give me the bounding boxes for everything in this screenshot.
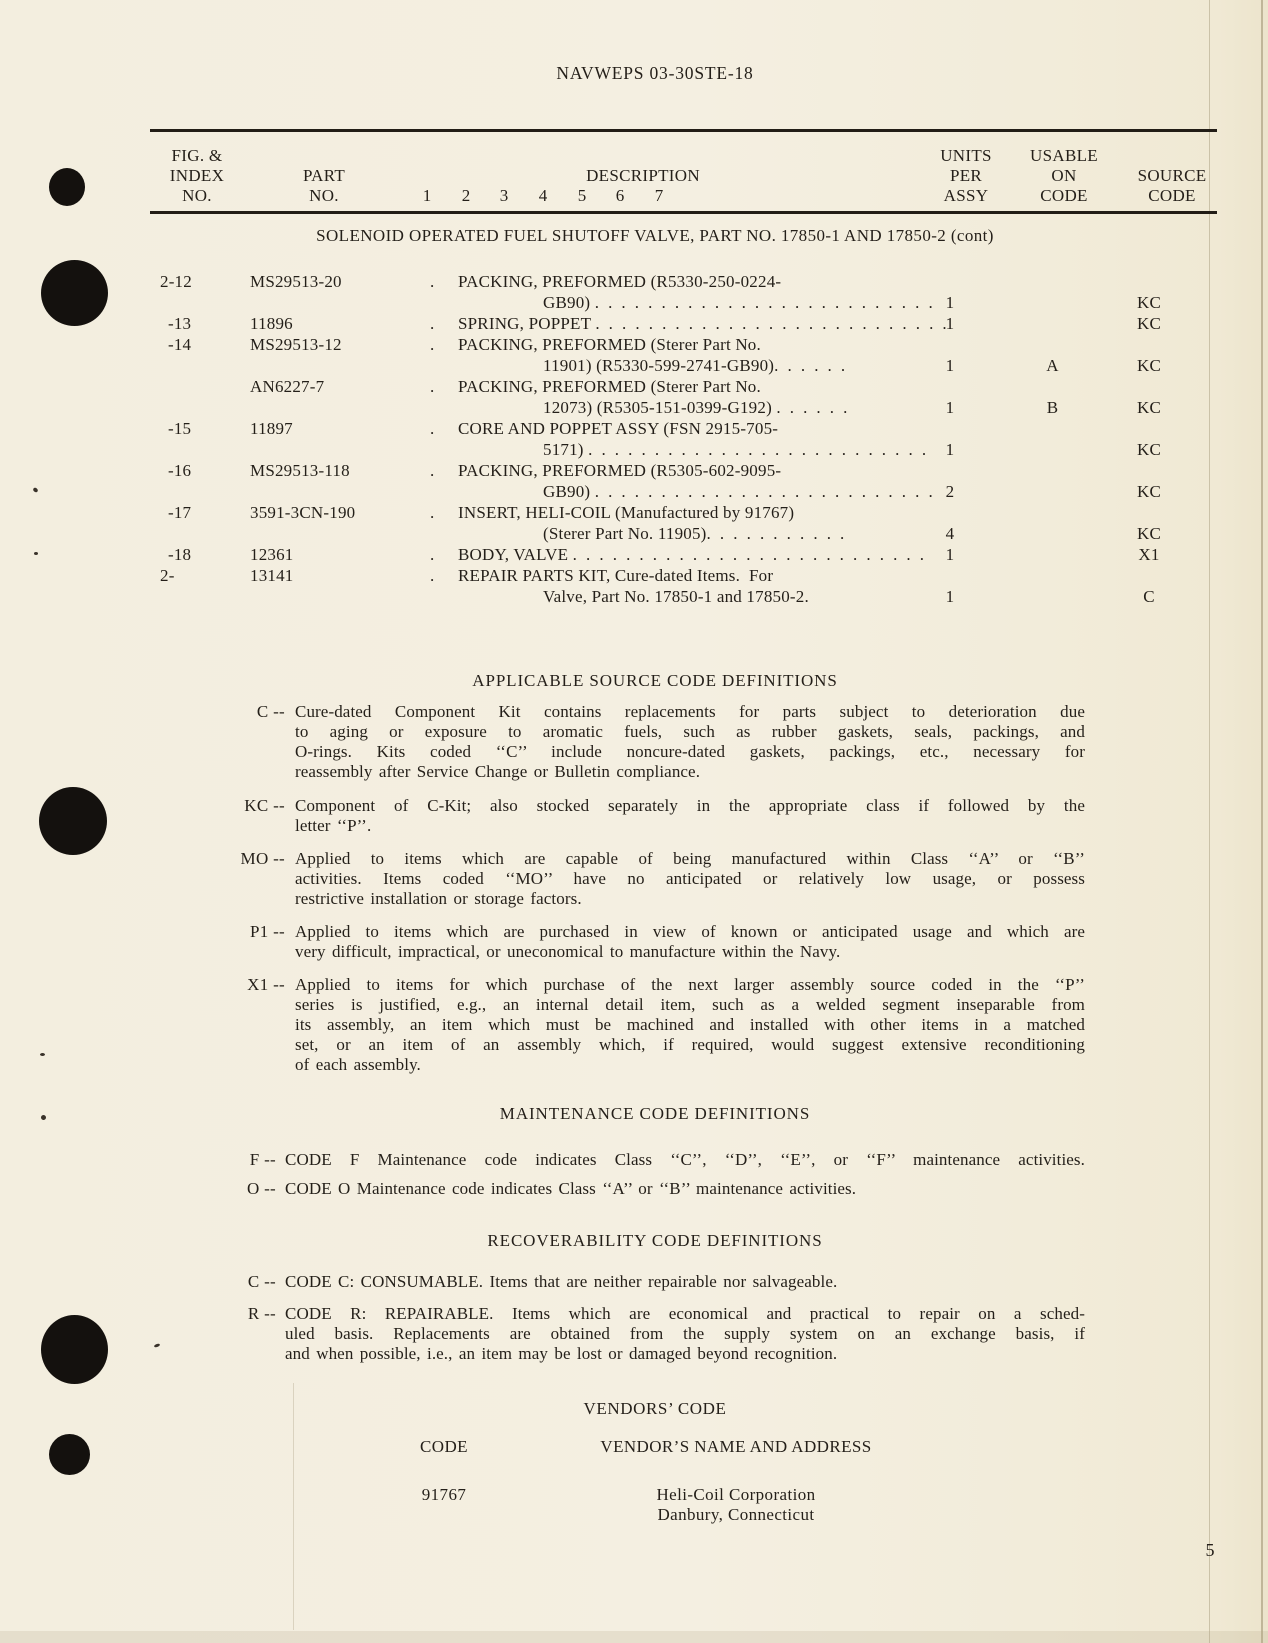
indent-dot: . (430, 461, 435, 480)
maintenance-def-f (150, 1150, 1090, 1170)
table-row (0, 502, 1268, 523)
source-code: KC (1136, 440, 1162, 459)
section-heading-maintenance-codes: MAINTENANCE CODE DEFINITIONS (499, 1104, 811, 1123)
section-heading-recoverability-codes: RECOVERABILITY CODE DEFINITIONS (487, 1231, 823, 1250)
table-top-rule (150, 129, 1217, 132)
indent-level-3: 3 (499, 186, 509, 205)
definition-text: Applied to items which are purchased in view of known or anticipated usage and which are very difficult, impractical, or uneconomical to manufacture within the Navy. (295, 922, 1085, 961)
punch-dot-small-bottom (49, 1434, 90, 1475)
ink-speck (40, 1114, 47, 1121)
indent-level-2: 2 (461, 186, 471, 205)
part-no: 13141 (250, 566, 294, 585)
indent-dot: . (430, 314, 435, 333)
table-row (0, 565, 1268, 586)
table-header-rule (150, 211, 1217, 214)
col-header-usable-on-code: USABLE ON CODE (1030, 146, 1098, 205)
description: (Sterer Part No. 11905). . . . . . . . . . . (543, 524, 845, 543)
description: CORE AND POPPET ASSY (FSN 2915-705- (458, 419, 779, 438)
description: SPRING, POPPET . . . . . . . . . . . . . . . . . . . . . . . . . . . (458, 314, 947, 333)
col-header-description: DESCRIPTION (586, 166, 700, 185)
source-def-kc (150, 796, 1090, 836)
table-row (0, 460, 1268, 481)
units-per-assy: 1 (945, 440, 955, 459)
fig-index-no: 2- (160, 566, 175, 585)
vendor-code-value: 91767 (421, 1485, 467, 1504)
indent-dot: . (430, 566, 435, 585)
source-def-c (150, 702, 1090, 782)
code-label: R -- (247, 1304, 276, 1323)
code-label: MO -- (240, 849, 285, 868)
code-label: KC -- (244, 796, 285, 815)
fig-index-no: -13 (168, 314, 192, 333)
source-code: C (1143, 587, 1155, 606)
indent-dot: . (430, 335, 435, 354)
description: PACKING, PREFORMED (R5330-250-0224- (458, 272, 782, 291)
definition-text: Applied to items which are capable of being manufactured within Class ‘‘A’’ or ‘‘B’’ activities. Items coded ‘‘MO’’ have no anticipated or relatively low usage, or possess restrictive installation or storage factors. (295, 849, 1085, 908)
vendor-code-column-header: CODE (420, 1437, 468, 1456)
definition-text: CODE O Maintenance code indicates Class ‘‘A’’ or ‘‘B’’ maintenance activities. (285, 1179, 857, 1198)
units-per-assy: 2 (945, 482, 955, 501)
units-per-assy: 1 (945, 314, 955, 333)
usable-on-code: A (1046, 356, 1059, 375)
page-number: 5 (1205, 1540, 1215, 1560)
col-header-source-code: SOURCE CODE (1137, 166, 1207, 205)
code-label: F -- (249, 1150, 276, 1169)
units-per-assy: 1 (945, 398, 955, 417)
description: REPAIR PARTS KIT, Cure-dated Items. For (458, 566, 774, 585)
code-label: C -- (256, 702, 285, 721)
description: GB90) . . . . . . . . . . . . . . . . . . . . . . . . . . (543, 293, 933, 312)
part-no: AN6227-7 (250, 377, 325, 396)
part-no: MS29513-12 (250, 335, 342, 354)
part-no: 11896 (250, 314, 293, 333)
punch-dot-small-top (49, 168, 85, 206)
table-row-continuation (0, 355, 1268, 376)
definition-text: Component of C-Kit; also stocked separately in the appropriate class if followed by the letter ‘‘P’’. (295, 796, 1085, 835)
source-def-p1 (150, 922, 1090, 962)
definition-text: Applied to items for which purchase of the next larger assembly source coded in the ‘‘P’’ series is justified, e.g., an internal detail item, such as a welded segment inseparable from its assembly, an item which must be machined and installed with other items in a matched set, or an item of an assembly which, if required, would suggest extensive reconditioning of each assembly. (295, 975, 1085, 1074)
table-row (0, 418, 1268, 439)
vendor-name-value: Heli-Coil Corporation (656, 1485, 816, 1504)
units-per-assy: 1 (945, 293, 955, 312)
fig-index-no: 2-12 (160, 272, 192, 291)
source-code: KC (1136, 314, 1162, 333)
definition-text: CODE R: REPAIRABLE. Items which are economical and practical to repair on a sched- uled basis. Replacements are obtained from the supply system on an exchange basis, if and when possible, i.e., an item may be lost or damaged beyond recognition. (285, 1304, 1085, 1363)
description: 11901) (R5330-599-2741-GB90). . . . . . (543, 356, 846, 375)
indent-dot: . (430, 377, 435, 396)
description: PACKING, PREFORMED (R5305-602-9095- (458, 461, 782, 480)
indent-level-6: 6 (615, 186, 625, 205)
table-row-continuation (0, 397, 1268, 418)
table-row (0, 376, 1268, 397)
code-label: O -- (246, 1179, 276, 1198)
ink-speck (40, 1053, 45, 1056)
scan-edge-line (1261, 0, 1263, 1643)
table-row-continuation (0, 586, 1268, 607)
part-no: MS29513-118 (250, 461, 350, 480)
doc-number-header: NAVWEPS 03-30STE-18 (556, 63, 754, 83)
units-per-assy: 1 (945, 545, 955, 564)
indent-level-4: 4 (538, 186, 548, 205)
table-row-continuation (0, 481, 1268, 502)
maintenance-def-o (150, 1179, 1090, 1199)
source-def-x1 (150, 975, 1090, 1075)
table-row (0, 544, 1268, 565)
source-code: KC (1136, 524, 1162, 543)
units-per-assy: 1 (945, 356, 955, 375)
code-label: X1 -- (247, 975, 285, 994)
source-code: X1 (1138, 545, 1160, 564)
description: INSERT, HELI-COIL (Manufactured by 91767) (458, 503, 795, 522)
source-code: KC (1136, 356, 1162, 375)
units-per-assy: 1 (945, 587, 955, 606)
description: PACKING, PREFORMED (Sterer Part No. (458, 377, 761, 396)
code-label: P1 -- (249, 922, 285, 941)
indent-level-1: 1 (422, 186, 432, 205)
recoverability-def-r (150, 1304, 1090, 1364)
col-header-fig-index: FIG. & INDEX NO. (169, 146, 225, 205)
table-row-continuation (0, 523, 1268, 544)
definition-text: Cure-dated Component Kit contains replacements for parts subject to deterioration due to aging or exposure to aromatic fuels, such as rubber gaskets, seals, packings, and O-rings. Kits coded ‘‘C’’ include noncure-dated gaskets, packings, etc., necessary for reassembly after Service Change or Bulletin compliance. (295, 702, 1085, 781)
description: 5171) . . . . . . . . . . . . . . . . . . . . . . . . . . (543, 440, 927, 459)
fig-index-no: -17 (168, 503, 192, 522)
fig-index-no: -16 (168, 461, 192, 480)
usable-on-code: B (1046, 398, 1059, 417)
paper-crease-line (293, 1383, 294, 1630)
table-title: SOLENOID OPERATED FUEL SHUTOFF VALVE, PART NO. 17850-1 AND 17850-2 (cont) (316, 226, 994, 245)
indent-level-7: 7 (654, 186, 664, 205)
fig-index-no: -14 (168, 335, 192, 354)
part-no: 3591-3CN-190 (250, 503, 356, 522)
source-code: KC (1136, 398, 1162, 417)
indent-dot: . (430, 503, 435, 522)
code-label: C -- (247, 1272, 276, 1291)
table-row (0, 334, 1268, 355)
indent-dot: . (430, 419, 435, 438)
source-code: KC (1136, 482, 1162, 501)
punch-dot-large-2 (39, 787, 107, 855)
vendor-address-value: Danbury, Connecticut (657, 1505, 815, 1524)
table-row-continuation (0, 439, 1268, 460)
source-code: KC (1136, 293, 1162, 312)
indent-dot: . (430, 272, 435, 291)
part-no: 11897 (250, 419, 293, 438)
fig-index-no: -18 (168, 545, 192, 564)
vendor-name-column-header: VENDOR’S NAME AND ADDRESS (600, 1437, 872, 1456)
section-heading-source-codes: APPLICABLE SOURCE CODE DEFINITIONS (472, 671, 838, 690)
units-per-assy: 4 (945, 524, 955, 543)
table-row (0, 271, 1268, 292)
section-heading-vendors-code: VENDORS’ CODE (583, 1399, 727, 1418)
description: 12073) (R5305-151-0399-G192) . . . . . . (543, 398, 848, 417)
part-no: MS29513-20 (250, 272, 342, 291)
bottom-edge-shadow (0, 1631, 1268, 1643)
fig-index-no: -15 (168, 419, 192, 438)
part-no: 12361 (250, 545, 294, 564)
definition-text: CODE C: CONSUMABLE. Items that are neither repairable nor salvageable. (285, 1272, 838, 1291)
source-def-mo (150, 849, 1090, 909)
description: Valve, Part No. 17850-1 and 17850-2. (543, 587, 809, 606)
punch-dot-large-3 (41, 1315, 108, 1384)
description: GB90) . . . . . . . . . . . . . . . . . . . . . . . . . . (543, 482, 933, 501)
indent-level-5: 5 (577, 186, 587, 205)
definition-text: CODE F Maintenance code indicates Class ‘‘C’’, ‘‘D’’, ‘‘E’’, or ‘‘F’’ maintenance activities. (285, 1150, 1085, 1169)
recoverability-def-c (150, 1272, 1090, 1292)
page-edge-shadow-line (1209, 0, 1210, 1643)
description: BODY, VALVE . . . . . . . . . . . . . . . . . . . . . . . . . . . (458, 545, 925, 564)
description: PACKING, PREFORMED (Sterer Part No. (458, 335, 761, 354)
col-header-units-per-assy: UNITS PER ASSY (940, 146, 992, 205)
col-header-part-no: PART NO. (302, 166, 346, 205)
indent-dot: . (430, 545, 435, 564)
table-row-continuation (0, 292, 1268, 313)
table-row (0, 313, 1268, 334)
